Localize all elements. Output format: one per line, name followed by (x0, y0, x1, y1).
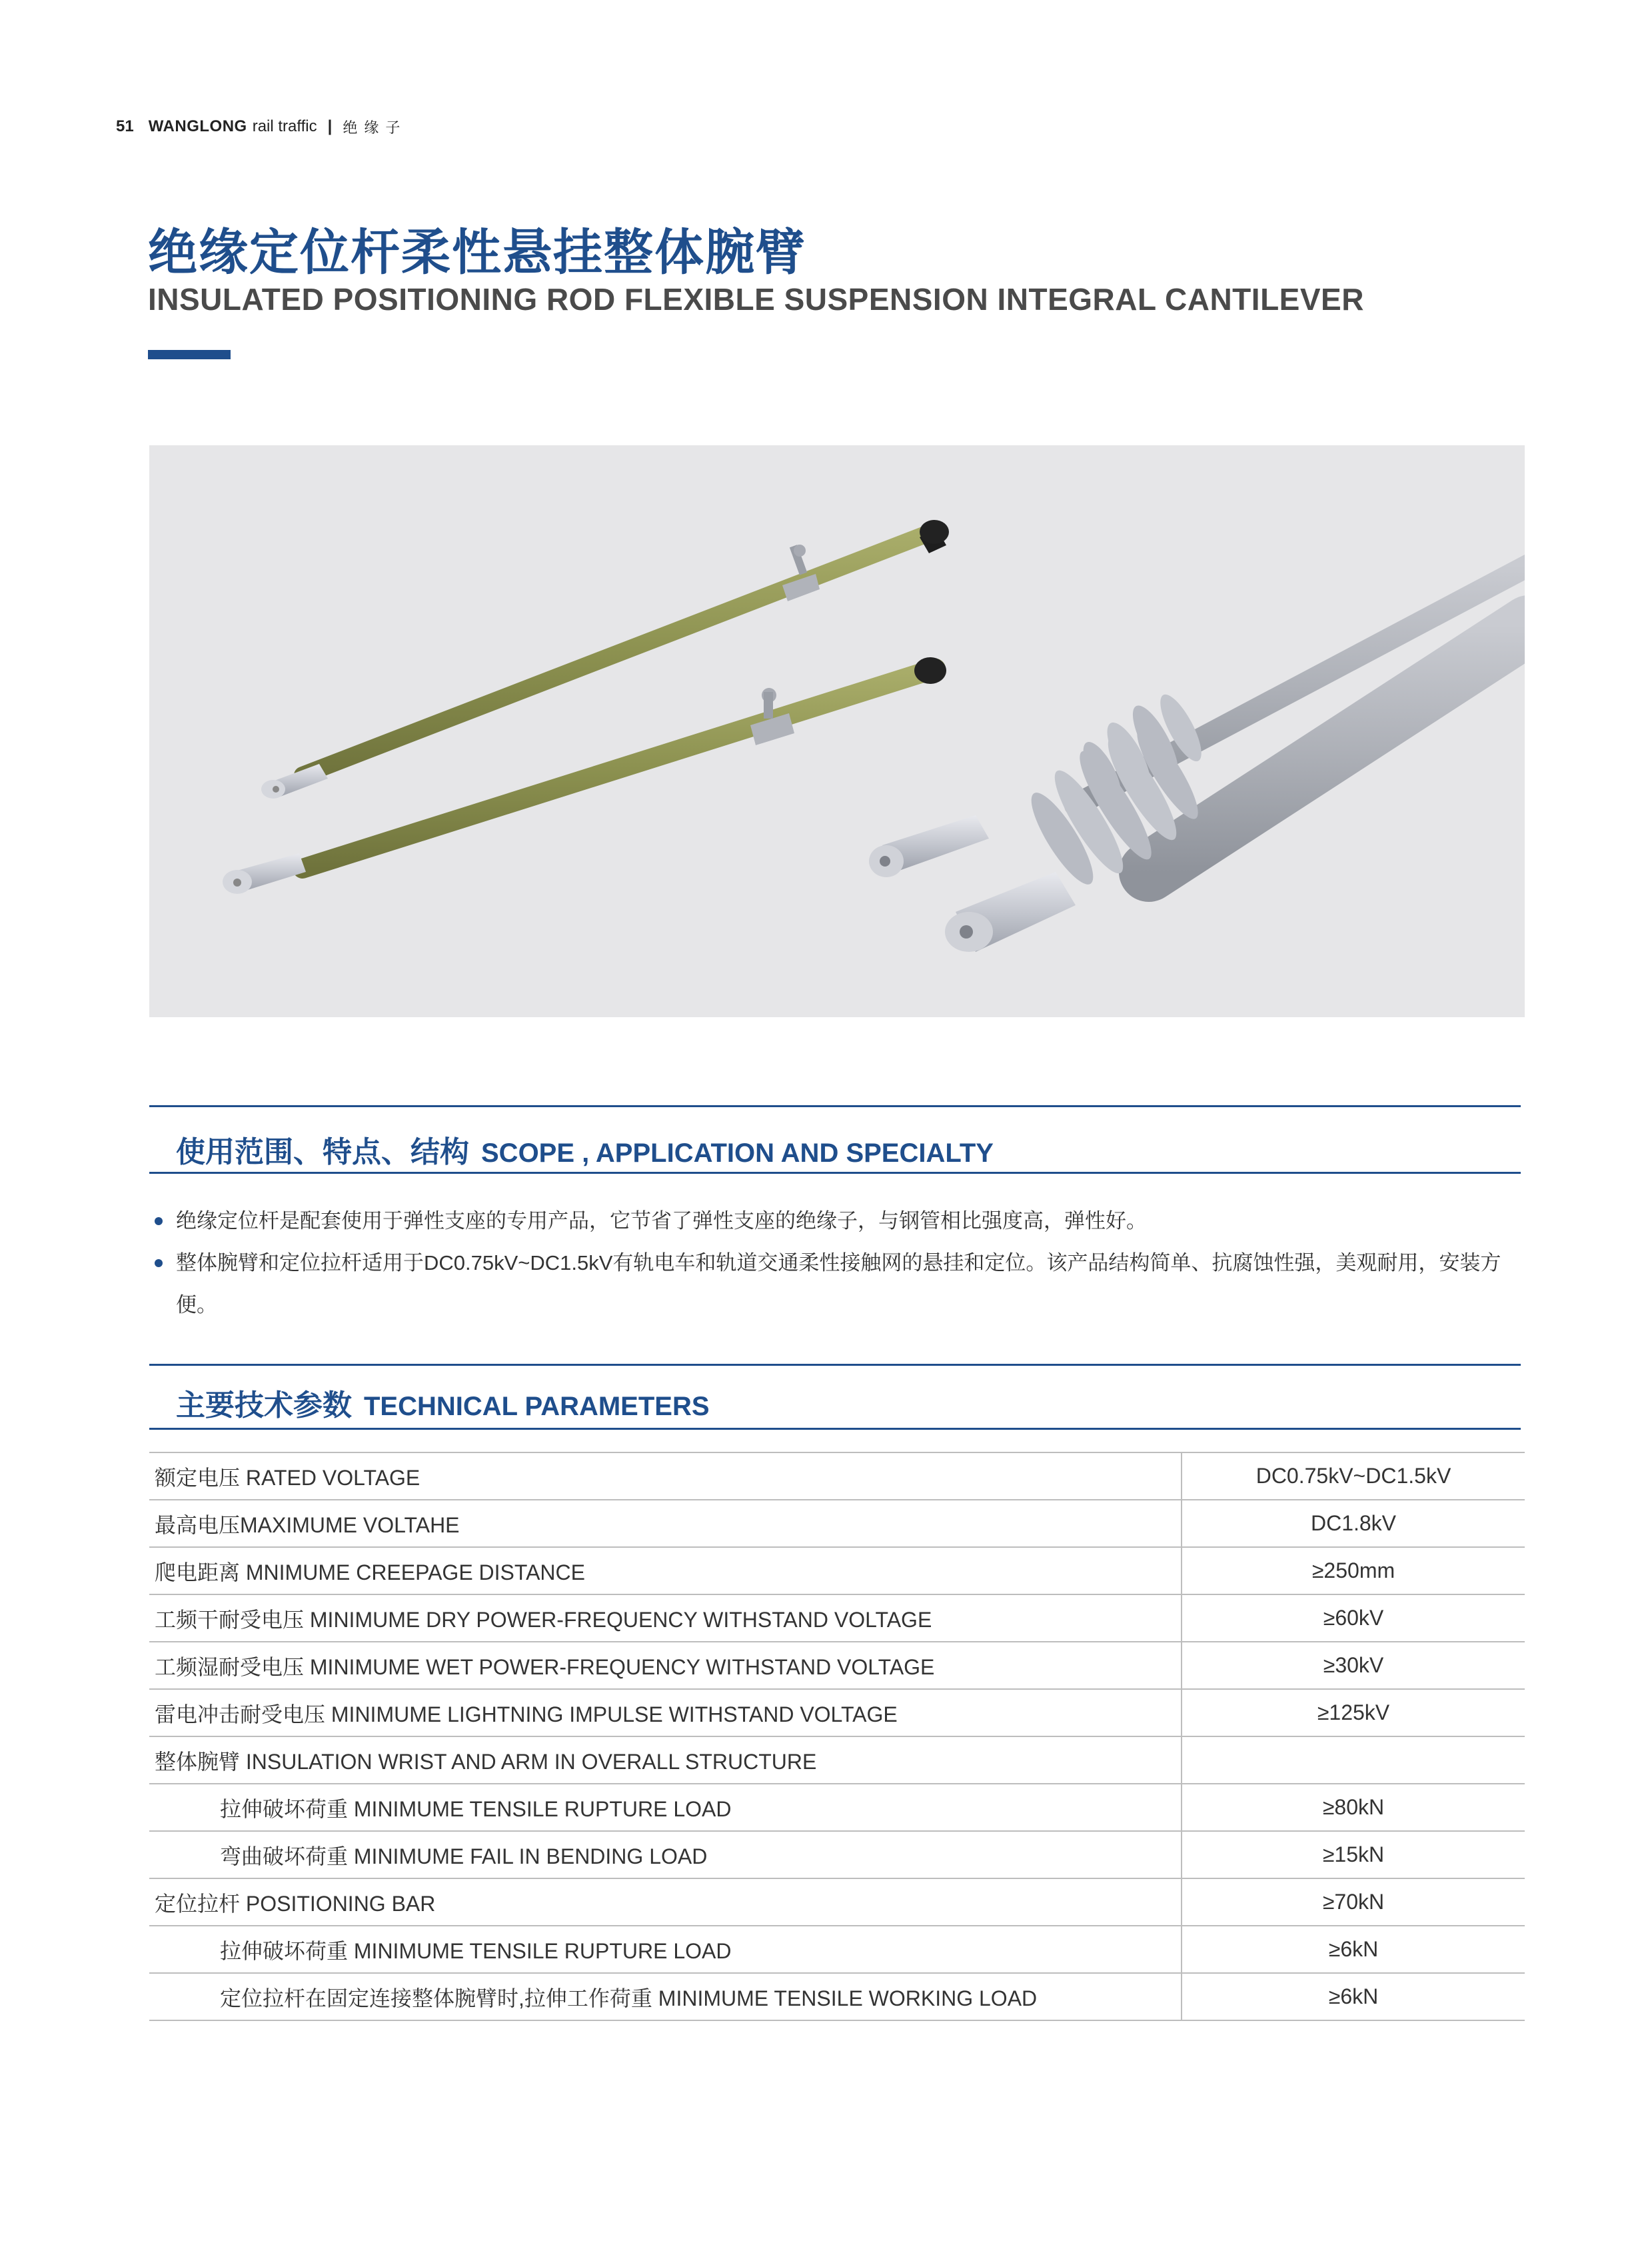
product-photo (149, 445, 1525, 1017)
table-row (149, 1784, 1525, 1831)
param-value: ≥30kV (1182, 1642, 1525, 1689)
header-category: 绝缘子 (343, 119, 407, 136)
param-value (1182, 1736, 1525, 1784)
page-title-en: INSULATED POSITIONING ROD FLEXIBLE SUSPENSION INTEGRAL CANTILEVER (148, 282, 1364, 317)
param-label: 拉伸破坏荷重 MINIMUME TENSILE RUPTURE LOAD (149, 1926, 1182, 1973)
green-rod-lower (223, 657, 946, 894)
table-row (149, 1736, 1525, 1784)
param-label: 爬电距离 MNIMUME CREEPAGE DISTANCE (149, 1547, 1182, 1594)
scope-title-cn: 使用范围、特点、结构 (176, 1136, 469, 1168)
param-label: 最高电压MAXIMUME VOLTAHE (149, 1500, 1182, 1547)
param-value: ≥70kN (1182, 1878, 1525, 1926)
param-label: 弯曲破坏荷重 MINIMUME FAIL IN BENDING LOAD (149, 1831, 1182, 1878)
param-value: DC1.8kV (1182, 1500, 1525, 1547)
tech-section-title (176, 1381, 710, 1424)
list-item (155, 1200, 1521, 1242)
scope-title-en: SCOPE , APPLICATION AND SPECIALTY (481, 1138, 994, 1168)
param-value: ≥15kN (1182, 1831, 1525, 1878)
page-number: 51 (116, 117, 134, 135)
table-row (149, 1831, 1525, 1878)
param-label: 工频湿耐受电压 MINIMUME WET POWER-FREQUENCY WITHSTAND VOLTAGE (149, 1642, 1182, 1689)
brand-name: WANGLONG (148, 117, 247, 135)
product-illustration (149, 445, 1525, 1017)
table-row (149, 1452, 1525, 1500)
bullet-dot-icon (155, 1259, 163, 1267)
page-header (116, 113, 407, 140)
scope-section-title (176, 1128, 994, 1170)
param-value: ≥6kN (1182, 1973, 1525, 2020)
scope-top-rule (149, 1105, 1521, 1107)
param-label: 工频干耐受电压 MINIMUME DRY POWER-FREQUENCY WITHSTAND VOLTAGE (149, 1594, 1182, 1642)
param-value: ≥250mm (1182, 1547, 1525, 1594)
param-label: 额定电压 RATED VOLTAGE (149, 1452, 1182, 1500)
page-title-cn: 绝缘定位杆柔性悬挂整体腕臂 (148, 225, 806, 280)
param-value: ≥80kN (1182, 1784, 1525, 1831)
brand-suffix: rail traffic (252, 117, 317, 135)
table-row (149, 1878, 1525, 1926)
scope-bullet-list (155, 1200, 1521, 1326)
bullet-text: 绝缘定位杆是配套使用于弹性支座的专用产品，它节省了弹性支座的绝缘子，与钢管相比强度高，弹性好。 (176, 1209, 1147, 1232)
table-row (149, 1594, 1525, 1642)
param-value: ≥60kV (1182, 1594, 1525, 1642)
header-separator: | (327, 117, 333, 135)
silver-insulator-lower (945, 625, 1525, 952)
param-label: 雷电冲击耐受电压 MINIMUME LIGHTNING IMPULSE WITHSTAND VOLTAGE (149, 1689, 1182, 1736)
table-row (149, 1547, 1525, 1594)
param-label: 拉伸破坏荷重 MINIMUME TENSILE RUPTURE LOAD (149, 1784, 1182, 1831)
table-row (149, 1642, 1525, 1689)
tech-title-en: TECHNICAL PARAMETERS (364, 1392, 710, 1421)
param-label: 定位拉杆在固定连接整体腕臂时,拉伸工作荷重 MINIMUME TENSILE WORKING LOAD (149, 1973, 1182, 2020)
title-accent-bar (148, 350, 231, 359)
tech-top-rule (149, 1364, 1521, 1366)
tech-bottom-rule (149, 1428, 1521, 1430)
bullet-text: 整体腕臂和定位拉杆适用于DC0.75kV~DC1.5kV有轨电车和轨道交通柔性接触网的悬挂和定位。该产品结构简单、抗腐蚀性强，美观耐用，安装方便。 (176, 1251, 1501, 1316)
table-row (149, 1500, 1525, 1547)
table-row (149, 1973, 1525, 2020)
param-value: ≥125kV (1182, 1689, 1525, 1736)
param-label: 定位拉杆 POSITIONING BAR (149, 1878, 1182, 1926)
bullet-dot-icon (155, 1217, 163, 1225)
scope-bottom-rule (149, 1172, 1521, 1174)
param-label: 整体腕臂 INSULATION WRIST AND ARM IN OVERALL STRUCTURE (149, 1736, 1182, 1784)
tech-title-cn: 主要技术参数 (176, 1389, 352, 1422)
parameters-table (149, 1452, 1525, 2021)
table-row (149, 1689, 1525, 1736)
table-row (149, 1926, 1525, 1973)
list-item (155, 1242, 1521, 1326)
green-rod-upper (261, 520, 949, 799)
param-value: ≥6kN (1182, 1926, 1525, 1973)
param-value: DC0.75kV~DC1.5kV (1182, 1452, 1525, 1500)
